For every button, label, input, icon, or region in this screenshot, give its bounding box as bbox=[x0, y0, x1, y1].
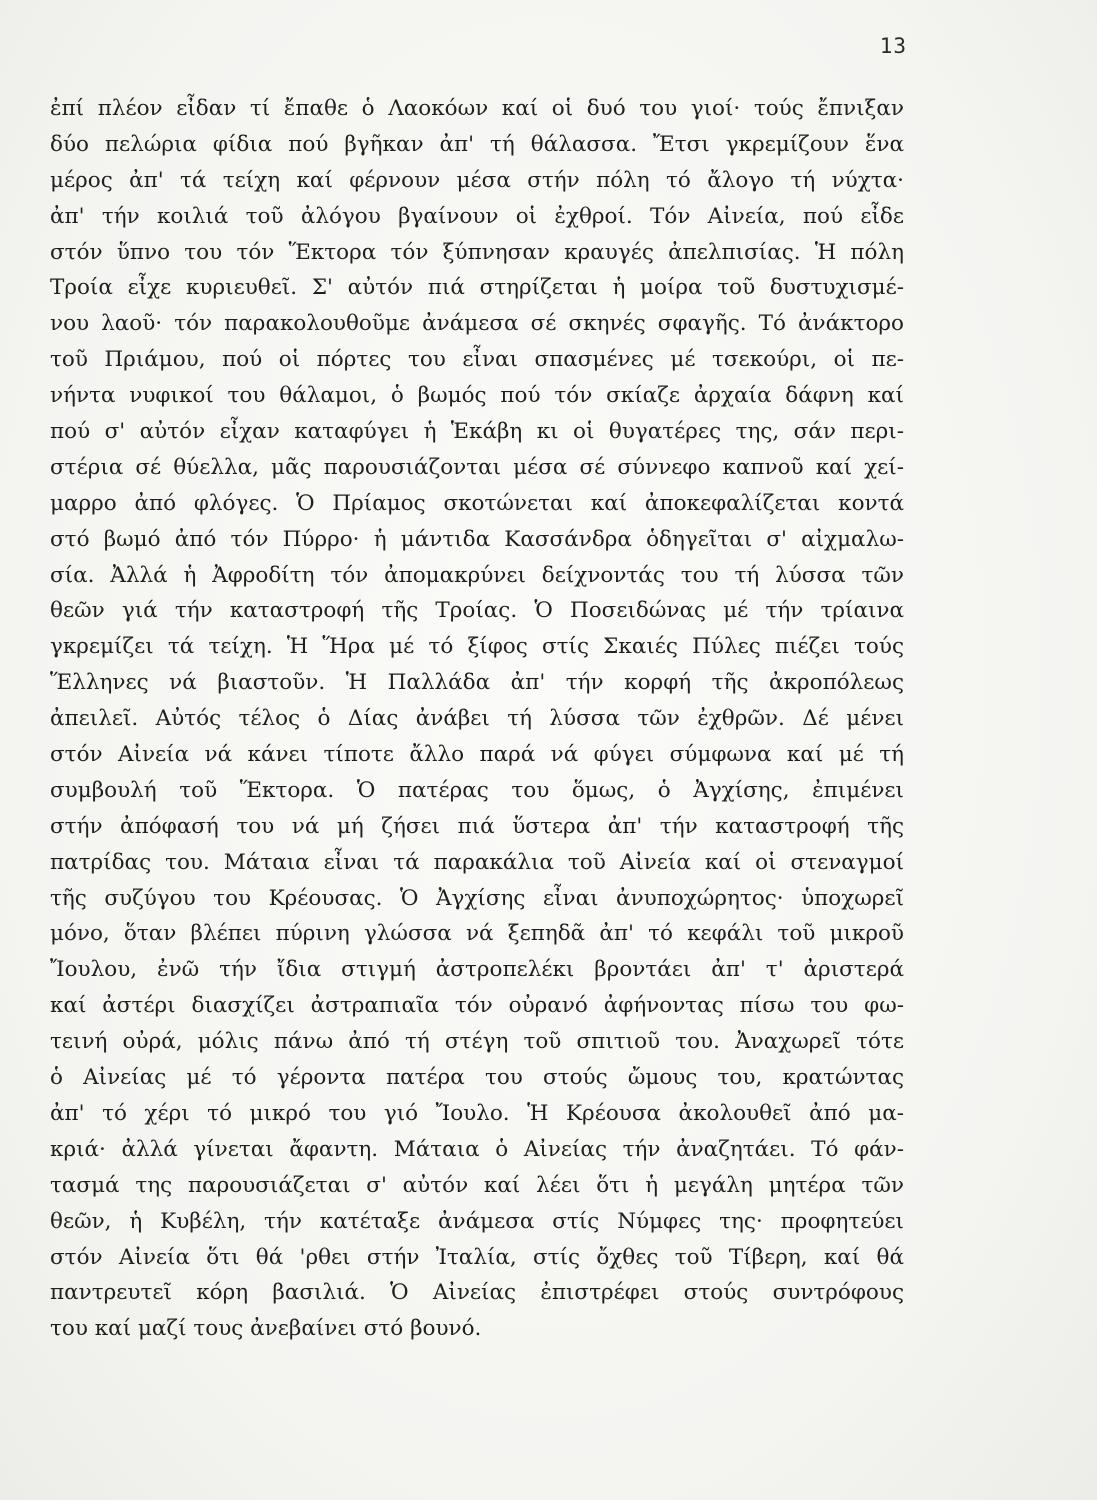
text-line: στόν Αἰνεία ὅτι θά 'ρθει στήν Ἰταλία, στίς ὄχθες τοῦ Τίβερη, καί θά bbox=[50, 1244, 904, 1270]
text-line: ἀπ' τήν κοιλιά τοῦ ἀλόγου βγαίνουν οἱ ἐχθροί. Τόν Αἰνεία, πού εἶδε bbox=[50, 203, 904, 229]
text-line: στόν Αἰνεία νά κάνει τίποτε ἄλλο παρά νά φύγει σύμφωνα καί μέ τή bbox=[50, 742, 904, 768]
text-line: σία. Ἀλλά ἡ Ἀφροδίτη τόν ἀπομακρύνει δείχνοντάς του τή λύσσα τῶν bbox=[50, 562, 904, 588]
text-line: στήν ἀπόφασή του νά μή ζήσει πιά ὕστερα ἀπ' τήν καταστροφή τῆς bbox=[50, 813, 904, 839]
text-line: ἐπί πλέον εἶδαν τί ἔπαθε ὁ Λαοκόων καί οἱ δυό του γιοί· τούς ἔπνιξαν bbox=[50, 96, 904, 121]
page-number: 13 bbox=[879, 34, 907, 58]
text-line: γκρεμίζει τά τείχη. Ἡ Ἥρα μέ τό ξίφος στίς Σκαιές Πύλες πιέζει τούς bbox=[50, 634, 904, 660]
text-line: θεῶν, ἡ Κυβέλη, τήν κατέταξε ἀνάμεσα στίς Νύμφες της· προφητεύει bbox=[50, 1208, 904, 1234]
text-line: τῆς συζύγου του Κρέουσας. Ὁ Ἀγχίσης εἶναι ἀνυποχώρητος· ὑποχωρεῖ bbox=[50, 885, 904, 911]
text-line: στόν ὕπνο του τόν Ἕκτορα τόν ξύπνησαν κραυγές ἀπελπισίας. Ἡ πόλη bbox=[50, 239, 904, 265]
text-line: κριά· ἀλλά γίνεται ἄφαντη. Μάταια ὁ Αἰνείας τήν ἀναζητάει. Τό φάν- bbox=[50, 1136, 904, 1162]
text-line: στό βωμό ἀπό τόν Πύρρο· ἡ μάντιδα Κασσάνδρα ὁδηγεῖται σ' αἰχμαλω- bbox=[50, 526, 904, 552]
text-line: ὁ Αἰνείας μέ τό γέροντα πατέρα του στούς ὤμους του, κρατώντας bbox=[50, 1065, 904, 1091]
text-line: στέρια σέ θύελλα, μᾶς παρουσιάζονται μέσα σέ σύννεφο καπνοῦ καί χεί- bbox=[50, 454, 904, 480]
text-line: νήντα νυφικοί του θάλαμοι, ὁ βωμός πού τόν σκίαζε ἀρχαία δάφνη καί bbox=[50, 383, 904, 409]
text-line: συμβουλή τοῦ Ἕκτορα. Ὁ πατέρας του ὅμως, ὁ Ἀγχίσης, ἐπιμένει bbox=[50, 777, 904, 803]
text-line: Ἕλληνες νά βιαστοῦν. Ἡ Παλλάδα ἀπ' τήν κορφή τῆς ἀκροπόλεως bbox=[50, 670, 904, 696]
text-line: τοῦ Πριάμου, πού οἱ πόρτες του εἶναι σπασμένες μέ τσεκούρι, οἱ πε- bbox=[50, 347, 904, 373]
text-line: πού σ' αὐτόν εἶχαν καταφύγει ἡ Ἑκάβη κι οἱ θυγατέρες της, σάν περι- bbox=[50, 419, 904, 445]
text-line: μόνο, ὅταν βλέπει πύρινη γλώσσα νά ξεπηδᾶ ἀπ' τό κεφάλι τοῦ μικροῦ bbox=[50, 921, 904, 947]
text-line: καί ἀστέρι διασχίζει ἀστραπιαῖα τόν οὐρανό ἀφήνοντας πίσω του φω- bbox=[50, 993, 904, 1019]
text-line: ἀπ' τό χέρι τό μικρό του γιό Ἴουλο. Ἡ Κρέουσα ἀκολουθεῖ ἀπό μα- bbox=[50, 1100, 904, 1126]
text-line-last: του καί μαζί τους ἀνεβαίνει στό βουνό. bbox=[50, 1316, 482, 1342]
text-line: τεινή οὐρά, μόλις πάνω ἀπό τή στέγη τοῦ σπιτιοῦ του. Ἀναχωρεῖ τότε bbox=[50, 1029, 904, 1055]
text-line: δύο πελώρια φίδια πού βγῆκαν ἀπ' τή θάλασσα. Ἔτσι γκρεμίζουν ἕνα bbox=[50, 131, 904, 157]
text-line: Τροία εἶχε κυριευθεῖ. Σ' αὐτόν πιά στηρίζεται ἡ μοίρα τοῦ δυστυχισμέ- bbox=[50, 275, 904, 301]
text-line: νου λαοῦ· τόν παρακολουθοῦμε ἀνάμεσα σέ σκηνές σφαγῆς. Τό ἀνάκτορο bbox=[50, 311, 904, 337]
text-line: ἀπειλεῖ. Αὐτός τέλος ὁ Δίας ἀνάβει τή λύσσα τῶν ἐχθρῶν. Δέ μένει bbox=[50, 706, 904, 732]
text-line: Ἴουλου, ἐνῶ τήν ἴδια στιγμή ἀστροπελέκι βροντάει ἀπ' τ' ἀριστερά bbox=[50, 957, 904, 983]
text-line: τασμά της παρουσιάζεται σ' αὐτόν καί λέει ὅτι ἡ μεγάλη μητέρα τῶν bbox=[50, 1172, 904, 1198]
body-text bbox=[50, 91, 904, 1347]
text-line: μέρος ἀπ' τά τείχη καί φέρνουν μέσα στήν πόλη τό ἄλογο τή νύχτα· bbox=[50, 167, 904, 193]
text-line: μαρρο ἀπό φλόγες. Ὁ Πρίαμος σκοτώνεται καί ἀποκεφαλίζεται κοντά bbox=[50, 490, 904, 516]
text-line: πατρίδας του. Μάταια εἶναι τά παρακάλια τοῦ Αἰνεία καί οἱ στεναγμοί bbox=[50, 849, 904, 875]
text-line: παντρευτεῖ κόρη βασιλιά. Ὁ Αἰνείας ἐπιστρέφει στούς συντρόφους bbox=[50, 1280, 904, 1306]
text-line: θεῶν γιά τήν καταστροφή τῆς Τροίας. Ὁ Ποσειδώνας μέ τήν τρίαινα bbox=[50, 598, 904, 624]
